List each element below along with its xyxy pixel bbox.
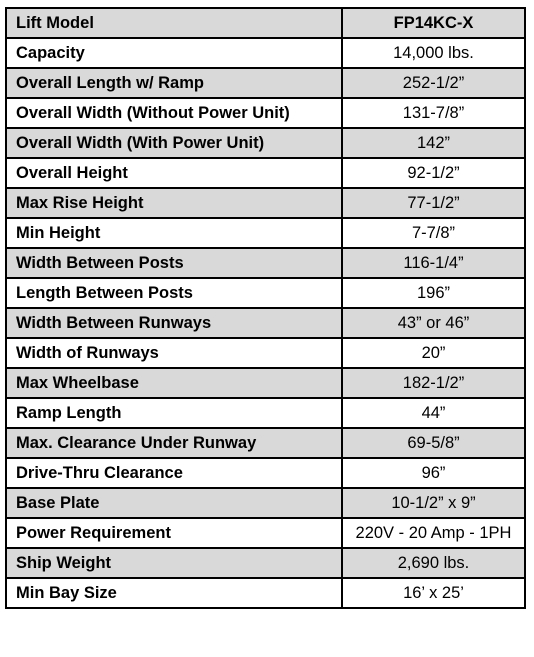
table-row [6, 158, 525, 188]
row-label: Power Requirement [6, 518, 342, 548]
row-value: FP14KC-X [342, 8, 525, 38]
row-label: Lift Model [6, 8, 342, 38]
row-label: Max Wheelbase [6, 368, 342, 398]
row-label: Overall Length w/ Ramp [6, 68, 342, 98]
table-row [6, 68, 525, 98]
row-label: Overall Width (With Power Unit) [6, 128, 342, 158]
spec-table [5, 7, 526, 609]
row-value: 7-7/8” [342, 218, 525, 248]
row-value: 220V - 20 Amp - 1PH [342, 518, 525, 548]
table-row [6, 128, 525, 158]
table-row [6, 38, 525, 68]
row-value: 142” [342, 128, 525, 158]
table-row [6, 218, 525, 248]
row-label: Width of Runways [6, 338, 342, 368]
row-label: Min Height [6, 218, 342, 248]
row-label: Overall Width (Without Power Unit) [6, 98, 342, 128]
row-label: Ramp Length [6, 398, 342, 428]
row-label: Min Bay Size [6, 578, 342, 608]
row-value: 252-1/2” [342, 68, 525, 98]
table-row [6, 98, 525, 128]
row-label: Width Between Posts [6, 248, 342, 278]
row-value: 10-1/2” x 9” [342, 488, 525, 518]
table-row [6, 488, 525, 518]
row-value: 182-1/2” [342, 368, 525, 398]
row-value: 20” [342, 338, 525, 368]
row-value: 14,000 lbs. [342, 38, 525, 68]
row-value: 116-1/4” [342, 248, 525, 278]
table-row [6, 188, 525, 218]
row-label: Capacity [6, 38, 342, 68]
row-label: Width Between Runways [6, 308, 342, 338]
row-value: 77-1/2” [342, 188, 525, 218]
row-value: 196” [342, 278, 525, 308]
row-value: 69-5/8” [342, 428, 525, 458]
row-label: Ship Weight [6, 548, 342, 578]
row-label: Length Between Posts [6, 278, 342, 308]
row-value: 96” [342, 458, 525, 488]
row-label: Base Plate [6, 488, 342, 518]
row-label: Max Rise Height [6, 188, 342, 218]
row-value: 131-7/8” [342, 98, 525, 128]
table-row [6, 458, 525, 488]
table-row [6, 368, 525, 398]
table-row [6, 398, 525, 428]
table-row [6, 428, 525, 458]
table-row-header [6, 8, 525, 38]
row-value: 44” [342, 398, 525, 428]
row-value: 92-1/2” [342, 158, 525, 188]
table-row [6, 338, 525, 368]
table-row [6, 578, 525, 608]
row-label: Max. Clearance Under Runway [6, 428, 342, 458]
table-row [6, 548, 525, 578]
spec-table-body [6, 8, 525, 608]
row-value: 2,690 lbs. [342, 548, 525, 578]
table-row [6, 518, 525, 548]
table-row [6, 248, 525, 278]
table-row [6, 308, 525, 338]
row-label: Overall Height [6, 158, 342, 188]
row-value: 16’ x 25’ [342, 578, 525, 608]
row-value: 43” or 46” [342, 308, 525, 338]
row-label: Drive-Thru Clearance [6, 458, 342, 488]
table-row [6, 278, 525, 308]
